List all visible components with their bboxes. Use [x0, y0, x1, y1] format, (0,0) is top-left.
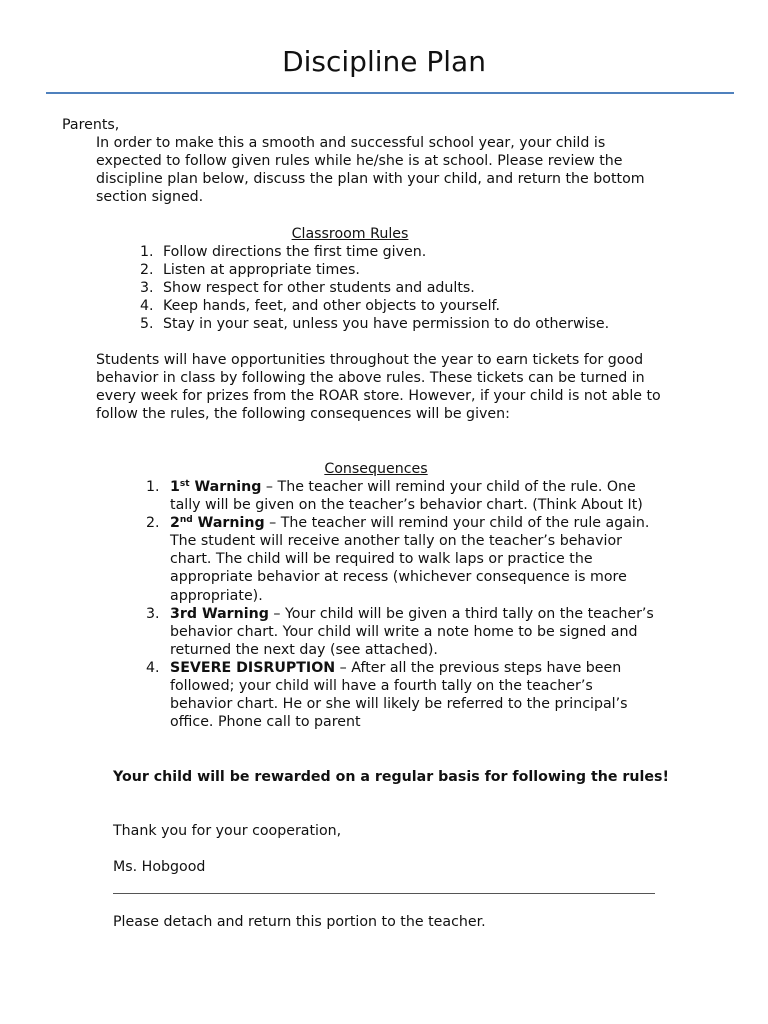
rule-item [140, 297, 700, 315]
step-label: 1 [170, 479, 180, 495]
consequence-number: 1. [146, 479, 160, 495]
rule-text: Listen at appropriate times. [163, 262, 360, 279]
consequence-item [146, 478, 656, 514]
closing-thanks: Thank you for your cooperation, [113, 823, 342, 839]
rule-number: 5. [140, 316, 154, 333]
consequence-step [170, 479, 261, 495]
consequence-number: 4. [146, 659, 160, 676]
rule-number: 4. [140, 298, 154, 315]
rule-number: 1. [140, 244, 154, 260]
reward-statement: Your child will be rewarded on a regular basis for following the rules! [113, 769, 669, 785]
signature-name: Ms. Hobgood [113, 859, 206, 875]
rule-text: Follow directions the first time given. [163, 244, 427, 260]
consequence-text: – After all the previous steps have been followed; your child will have a fourth tally on the teacher’s behavior chart. He or she will likely be referred to the principal’s office. Phone call to parent [170, 659, 628, 731]
rules-heading: Classroom Rules [291, 226, 409, 242]
rule-text: Keep hands, feet, and other objects to yourself. [163, 298, 501, 315]
consequence-number: 3. [146, 605, 160, 622]
consequence-step [170, 660, 335, 676]
consequence-step [170, 606, 269, 622]
consequence-item [146, 605, 656, 659]
step-ordinal: nd [179, 515, 193, 526]
rule-item [140, 315, 700, 333]
detach-instruction: Please detach and return this portion to the teacher. [113, 914, 486, 930]
consequence-number: 2. [146, 515, 160, 532]
step-ordinal: st [179, 479, 190, 489]
tickets-paragraph: Students will have opportunities throughout the year to earn tickets for good behavior in class by following the above rules. These tickets can be turned in every week for prizes from the ROAR store. However, if your child is not able to follow the rules, the following consequences will be given: [96, 352, 661, 423]
rule-item [140, 261, 700, 279]
title-divider [46, 92, 734, 94]
consequence-text: – Your child will be given a third tally on the teacher’s behavior chart. Your child will write a note home to be signed and returned the next day (see attached). [170, 605, 654, 658]
step-label: 2 [170, 515, 180, 532]
consequence-item [146, 659, 656, 731]
consequence-item [146, 514, 656, 604]
rules-list [140, 243, 700, 333]
step-suffix: Warning [192, 515, 265, 532]
salutation: Parents, [62, 117, 120, 133]
step-label: 3rd Warning [170, 605, 269, 622]
rule-number: 3. [140, 280, 154, 297]
consequence-text: – The teacher will remind your child of the rule again. The student will receive another tally on the teacher’s behavior chart. The child will be required to walk laps or practice the appropriate behavior at recess (whichever consequence is more appropriate). [170, 515, 650, 604]
consequence-step [170, 515, 265, 531]
rule-item [140, 279, 700, 297]
consequences-heading: Consequences [324, 461, 428, 477]
rule-number: 2. [140, 262, 154, 279]
rule-text: Show respect for other students and adults. [163, 280, 475, 297]
step-suffix: Warning [189, 479, 262, 495]
step-label: SEVERE DISRUPTION [170, 659, 336, 676]
rule-text: Stay in your seat, unless you have permission to do otherwise. [163, 316, 610, 333]
page-title: Discipline Plan [282, 45, 486, 78]
consequences-list [146, 478, 656, 731]
detach-line [113, 893, 655, 894]
intro-paragraph: In order to make this a smooth and successful school year, your child is expected to follow given rules while he/she is at school. Please review the discipline plan below, discuss the plan with your child, and return the bottom section signed. [96, 135, 645, 206]
consequence-text: – The teacher will remind your child of the rule. One tally will be given on the teacher’s behavior chart. (Think About It) [170, 479, 643, 514]
rule-item [140, 243, 700, 261]
